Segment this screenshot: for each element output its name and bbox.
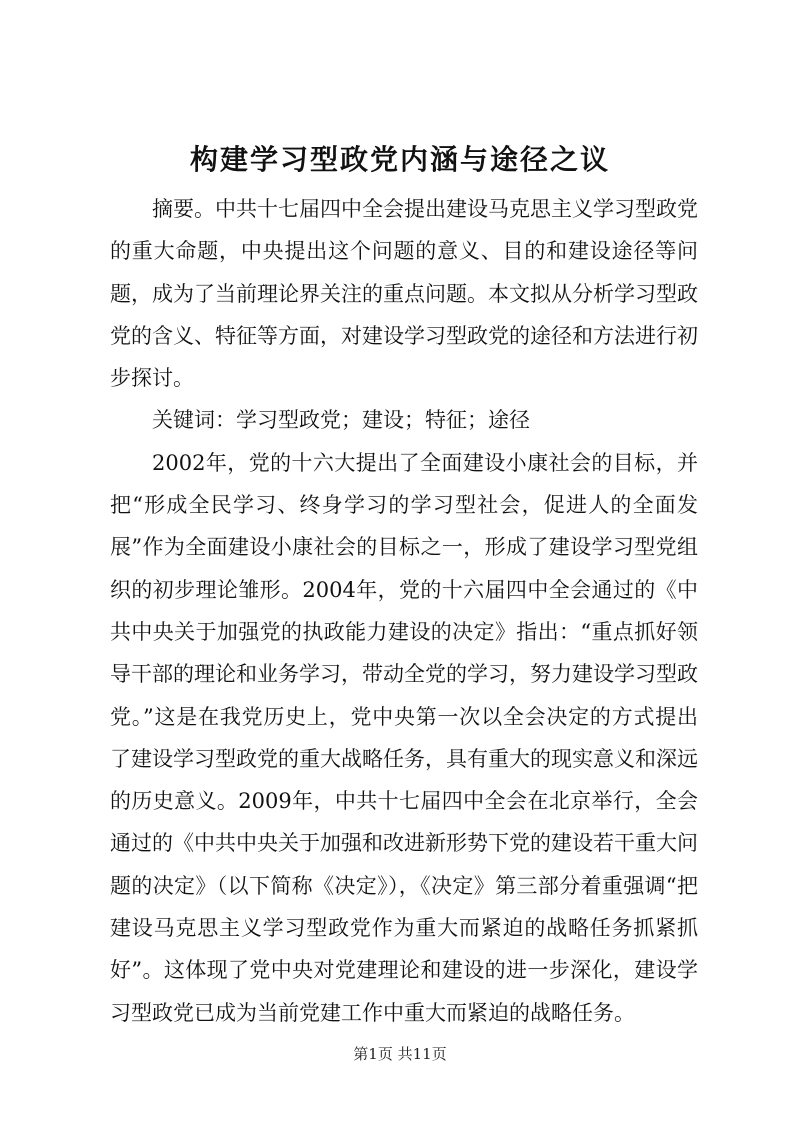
keywords-paragraph: 关键词：学习型政党；建设；特征；途径: [152, 408, 530, 433]
body-paragraph: 2002年，党的十六大提出了全面建设小康社会的目标，并把“形成全民学习、终身学习的学习型社会，促进人的全面发展”作为全面建设小康社会的目标之一，形成了建设学习型党组织的初步理论雏形。2004年，党的十六届四中全会通过的《中共中央关于加强党的执政能力建设的决定》指出：“重点抓好领导干部的理论和业务学习，带动全党的学习，努力建设学习型政党。”这是在我党历史上，党中央第一次以全会决定的方式提出了建设学习型政党的重大战略任务，具有重大的现实意义和深远的历史意义。2009年，中共十七届四中全会在北京举行，全会通过的《中共中央关于加强和改进新形势下党的建设若干重大问题的决定》（以下简称《决定》），《决定》第三部分着重强调“把建设马克思主义学习型政党作为重大而紧迫的战略任务抓紧抓好”。这体现了党中央对党建理论和建设的进一步深化，建设学习型政党已成为当前党建工作中重大而紧迫的战略任务。: [110, 450, 698, 1025]
document-body: [110, 188, 698, 1034]
page-footer: 第1页 共11页: [353, 1045, 447, 1063]
abstract-paragraph: 摘要。中共十七届四中全会提出建设马克思主义学习型政党的重大命题，中央提出这个问题的意义、目的和建设途径等问题，成为了当前理论界关注的重点问题。本文拟从分析学习型政党的含义、特征等方面，对建设学习型政党的途径和方法进行初步探讨。: [110, 197, 698, 391]
document-title: 构建学习型政党内涵与途径之议: [189, 143, 610, 176]
